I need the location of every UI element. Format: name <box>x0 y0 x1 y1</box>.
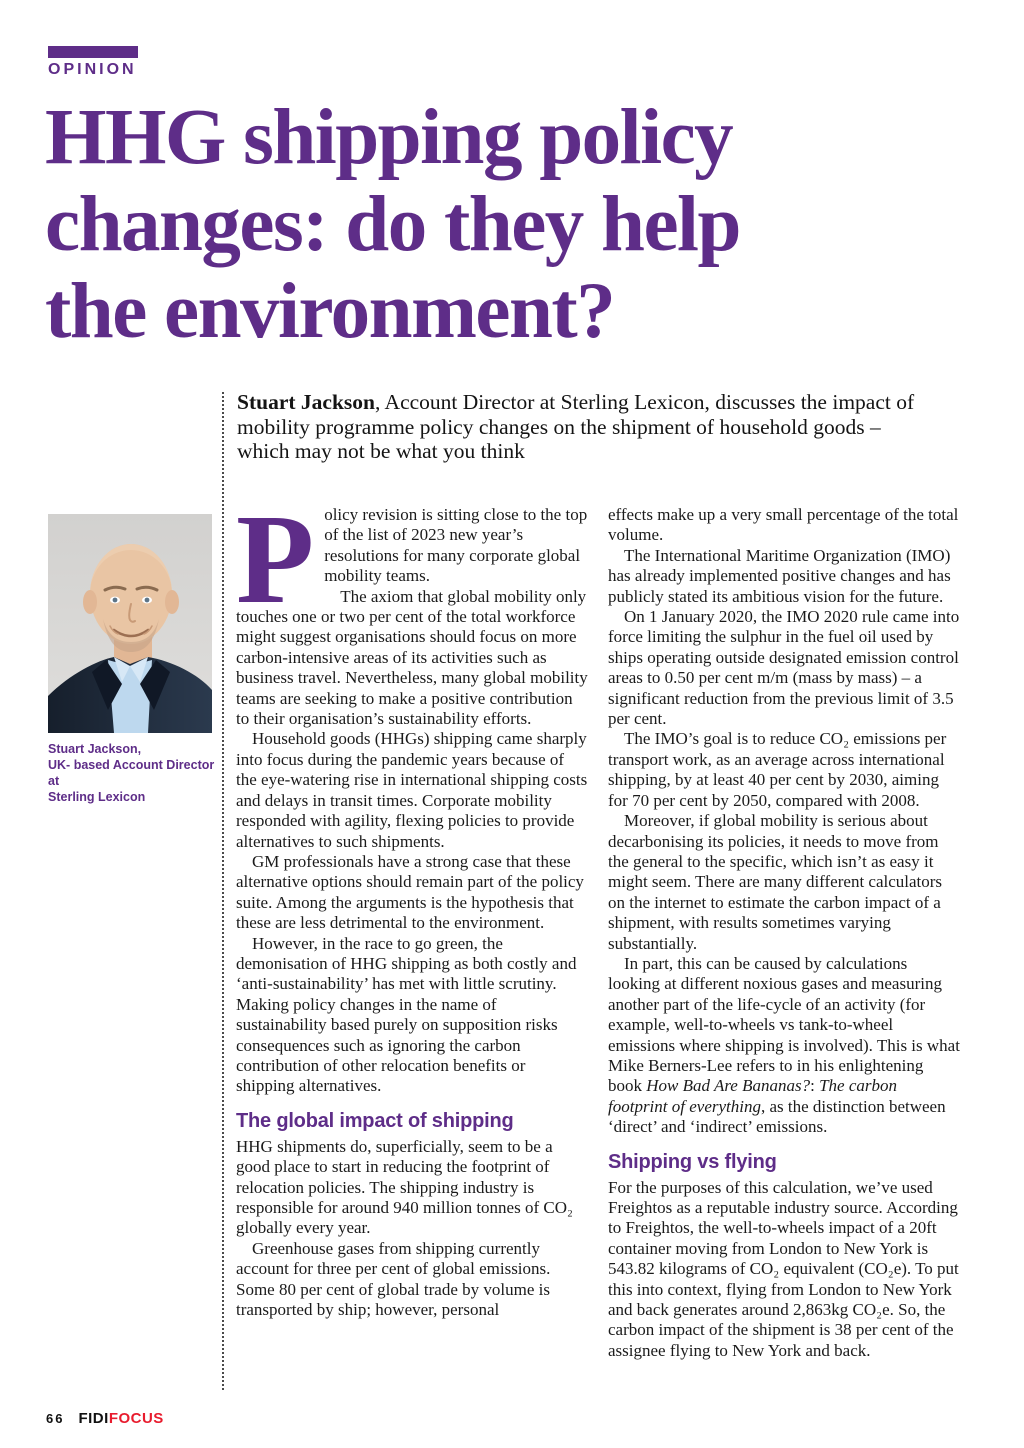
standfirst <box>237 390 937 464</box>
kicker-label: OPINION <box>48 61 137 78</box>
page-footer <box>46 1410 164 1427</box>
article-paragraph: However, in the race to go green, the demonisation of HHG shipping as both costly and ‘anti-sustainability’ has met with little scrutiny. Making policy changes in the name of sustainability based purely on supposition risks consequences such as ignoring the carbon contribution of other relocation benefits or shipping alternatives. <box>236 933 577 1096</box>
article-paragraph: Household goods (HHGs) shipping came sharply into focus during the pandemic years because of the eye-watering rise in international shipping costs and delays in transit times. Corporate mobility responded with agility, flexing policies to provide alternatives to such shipments. <box>236 729 588 851</box>
article-paragraph: Policy revision is sitting close to the top of the list of 2023 new year’s resolutions for many corporate global mobility teams. <box>236 488 588 630</box>
dotted-rule <box>222 392 224 1390</box>
headline-line-3: the environment? <box>45 268 615 355</box>
caption-line-2: UK- based Account Director at <box>48 758 215 788</box>
brand-focus: FOCUS <box>108 1410 164 1427</box>
article-paragraph: On 1 January 2020, the IMO 2020 rule came into force limiting the sulphur in the fuel oil used by ships operating outside designated emission control areas to 0.50 per cent m/m (mass by mass) – a significant reduction from the previous limit of 3.5 per cent. <box>608 607 960 729</box>
headline <box>45 94 975 355</box>
article-paragraph: The International Maritime Organization (IMO) has already implemented positive changes and has publicly stated its ambitious vision for the future. <box>608 545 951 606</box>
dropcap-letter: P <box>236 488 315 630</box>
article-paragraph: GM professionals have a strong case that these alternative options should remain part of the policy suite. Among the arguments is the hypothesis that these are less detrimental to the environment. <box>236 851 584 933</box>
standfirst-author: Stuart Jackson <box>237 390 375 414</box>
headline-line-1: HHG shipping policy <box>45 94 733 181</box>
standfirst-text: , Account Director at Sterling Lexicon, discusses the impact of mobility programme policy changes on the shipment of household goods – which may not be what you think <box>237 390 915 463</box>
section-subhead: Shipping vs flying <box>608 1150 777 1173</box>
headline-line-2: changes: do they help <box>45 181 740 268</box>
caption-line-3: Sterling Lexicon <box>48 790 146 804</box>
magazine-brand <box>78 1410 163 1427</box>
portrait-caption <box>48 741 228 805</box>
article-paragraph: The axiom that global mobility only touches one or two per cent of the total workforce might suggest organisations should focus on more carbon-intensive areas of its activities such as business travel. Nevertheless, many global mobility teams are seeking to make a positive contribution to their organisation’s sustainability efforts. <box>236 586 588 729</box>
caption-line-1: Stuart Jackson, <box>48 742 142 756</box>
brand-fidi: FIDI <box>78 1410 109 1427</box>
section-subhead: The global impact of shipping <box>236 1109 514 1132</box>
article-paragraph: HHG shipments do, superficially, seem to be a good place to start in reducing the footprint of relocation policies. The shipping industry is responsible for around 940 million tonnes of CO₂ globally every year. <box>236 1136 573 1238</box>
kicker-bar <box>48 46 138 58</box>
portrait-photo <box>48 514 212 733</box>
article-column-right <box>608 505 960 1361</box>
article-column-left <box>236 488 588 1320</box>
article-paragraph: effects make up a very small percentage of the total volume. <box>608 505 959 545</box>
article-paragraph: Greenhouse gases from shipping currently account for three per cent of global emissions. Some 80 per cent of global trade by volume is transported by ship; however, personal <box>236 1238 551 1320</box>
article-paragraph: Moreover, if global mobility is serious about decarbonising its policies, it needs to move from the general to the specific, which isn’t as easy it might seem. There are many different calculators on the internet to estimate the carbon impact of a shipment, with results sometimes varying substantially. <box>608 811 943 953</box>
article-paragraph: The IMO’s goal is to reduce CO₂ emissions per transport work, as an average across international shipping, by at least 40 per cent by 2030, aiming for 70 per cent by 2050, compared with 2008. <box>608 729 947 810</box>
page-number: 66 <box>46 1411 65 1426</box>
portrait-illustration <box>48 514 212 733</box>
article-paragraph: In part, this can be caused by calculations looking at different noxious gases and measuring another part of the life-cycle of an activity (for example, well-to-wheels vs tank-to-wheel emissions where shipping is involved). This is what Mike Berners-Lee refers to in his enlightening book How Bad Are Bananas?: The carbon footprint of everything, as the distinction between ‘direct’ and ‘indirect’ emissions. <box>608 953 960 1137</box>
article-paragraph: For the purposes of this calculation, we’ve used Freightos as a reputable industry source. According to Freightos, the well-to-wheels impact of a 20ft container moving from London to New York is 543.82 kilograms of CO₂ equivalent (CO₂e). To put this into context, flying from London to New York and back generates around 2,863kg CO₂e. So, the carbon impact of the shipment is 38 per cent of the assignee flying to New York and back. <box>608 1177 959 1360</box>
